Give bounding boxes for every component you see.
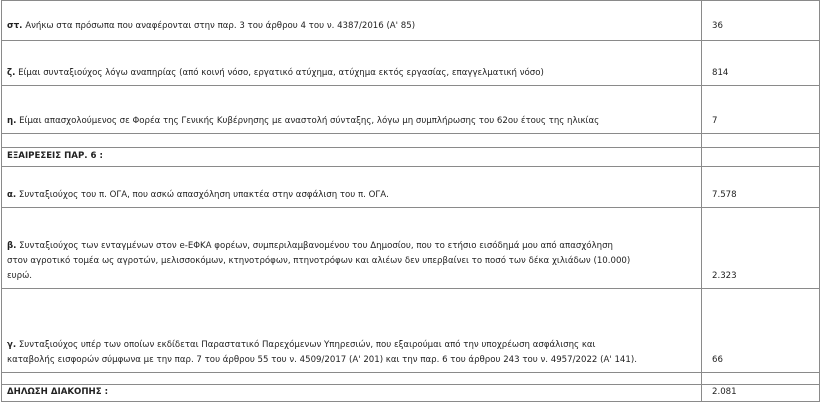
row-description	[2, 41, 702, 86]
row-text-line: ευρώ.	[7, 271, 33, 281]
spacer-row	[2, 373, 820, 385]
row-value: 66	[702, 289, 820, 373]
row-description	[2, 86, 702, 134]
section-header-row	[2, 148, 820, 167]
row-description	[2, 1, 702, 41]
row-value: 7	[702, 86, 820, 134]
section-header-row	[2, 385, 820, 402]
row-text-line: στον αγροτικό τομέα ως αγροτών, μελισσοκόμων, κτηνοτρόφων, πτηνοτρόφων και αλιέων δεν υπερβαίνει το ποσό των δέκα χιλιάδων (10.000)	[7, 256, 631, 266]
statistics-table	[1, 0, 820, 402]
row-text-line: καταβολής εισφορών σύμφωνα με την παρ. 7 του άρθρου 55 του ν. 4509/2017 (Α' 201) και την παρ. 6 του άρθρου 243 του ν. 4957/2022 (Α' 141).	[7, 355, 637, 365]
section-header: ΔΗΛΩΣΗ ΔΙΑΚΟΠΗΣ :	[2, 385, 702, 402]
row-label: γ.	[7, 340, 17, 350]
spacer-row	[2, 134, 820, 148]
table-row	[2, 289, 820, 373]
row-text-line: Συνταξιούχος των ενταγμένων στον e-ΕΦΚΑ φορέων, συμπεριλαμβανομένου του Δημοσίου, που το ετήσιο εισόδημά μου από απασχόληση	[19, 241, 613, 251]
row-text: Συνταξιούχος του π. ΟΓΑ, που ασκώ απασχόληση υπακτέα στην ασφάλιση του π. ΟΓΑ.	[18, 190, 389, 200]
row-value: 36	[702, 1, 820, 41]
row-text: Είμαι απασχολούμενος σε Φορέα της Γενικής Κυβέρνησης με αναστολή σύνταξης, λόγω μη συμπλήρωσης του 62ου έτους της ηλικίας	[19, 116, 600, 126]
row-label: η.	[7, 116, 17, 126]
row-description	[2, 167, 702, 208]
row-description	[2, 289, 702, 373]
table-row	[2, 1, 820, 41]
table-row	[2, 167, 820, 208]
table-row	[2, 208, 820, 289]
section-header: ΕΞΑΙΡΕΣΕΙΣ ΠΑΡ. 6 :	[2, 148, 702, 167]
row-value: 814	[702, 41, 820, 86]
row-text: Ανήκω στα πρόσωπα που αναφέρονται στην παρ. 3 του άρθρου 4 του ν. 4387/2016 (Α' 85)	[25, 21, 416, 31]
row-label: στ.	[7, 21, 23, 31]
row-description	[2, 208, 702, 289]
row-text: Είμαι συνταξιούχος λόγω αναπηρίας (από κοινή νόσο, εργατικό ατύχημα, ατύχημα εκτός εργασίας, επαγγελματική νόσο)	[18, 68, 544, 78]
row-text-line: Συνταξιούχος υπέρ των οποίων εκδίδεται Παραστατικό Παρεχόμενων Υπηρεσιών, που εξαιρούμαι από την υποχρέωση ασφάλισης και	[18, 340, 596, 350]
row-label: ζ.	[7, 68, 16, 78]
row-value: 2.323	[702, 208, 820, 289]
row-value: 7.578	[702, 167, 820, 208]
row-label: β.	[7, 241, 17, 251]
table-row	[2, 86, 820, 134]
row-value: 2.081	[702, 385, 820, 402]
table-row	[2, 41, 820, 86]
row-label: α.	[7, 190, 17, 200]
